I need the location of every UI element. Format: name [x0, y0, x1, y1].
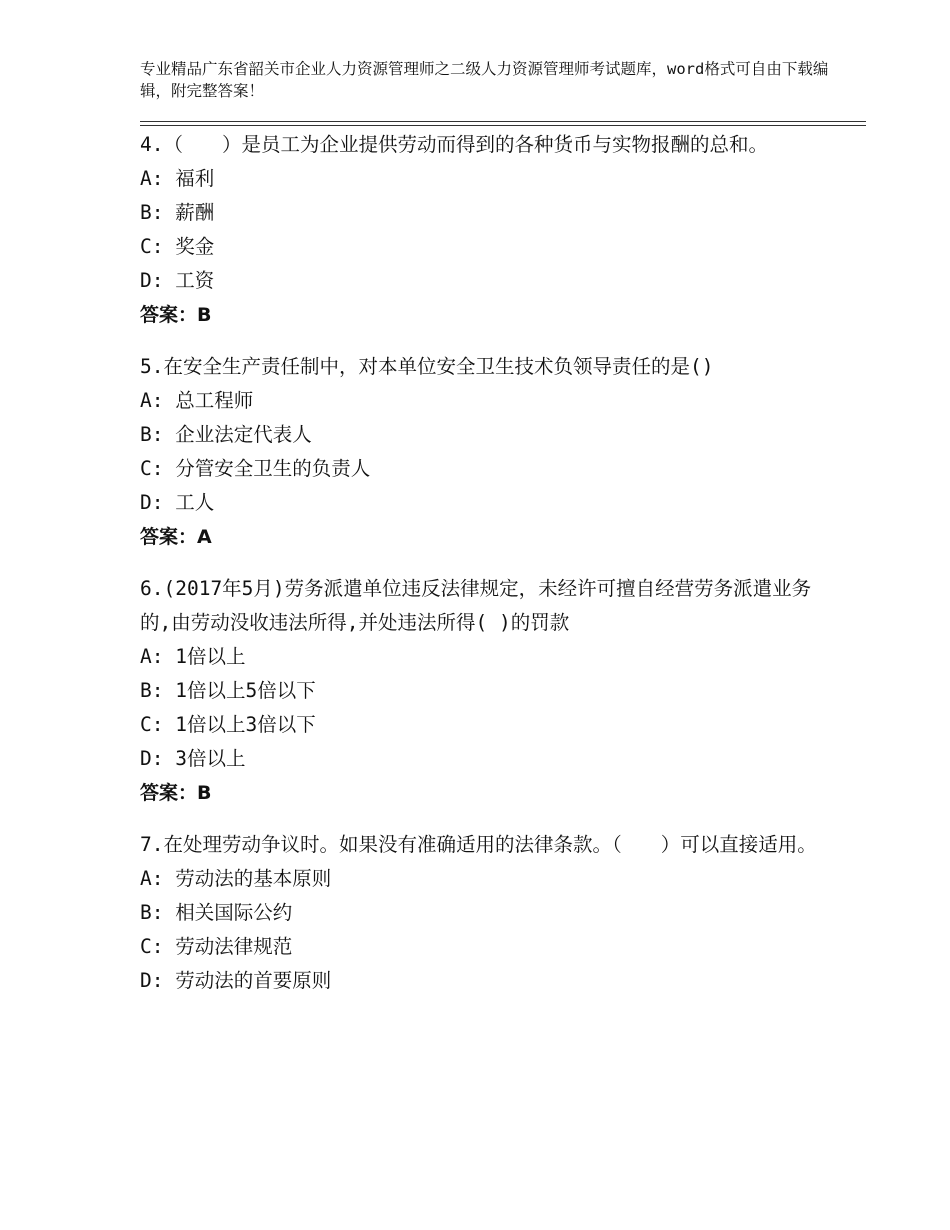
question-6: [140, 572, 820, 810]
option-d: D: 3倍以上: [140, 747, 246, 770]
question-stem: 4.（ ）是员工为企业提供劳动而得到的各种货币与实物报酬的总和。: [140, 133, 768, 156]
question-stem: 5.在安全生产责任制中，对本单位安全卫生技术负领导责任的是(): [140, 355, 714, 378]
option-b: B: 1倍以上5倍以下: [140, 679, 316, 702]
question-5: [140, 350, 820, 554]
question-4: [140, 128, 820, 332]
option-d: D: 工资: [140, 269, 215, 292]
option-d: D: 工人: [140, 491, 215, 514]
answer-line: 答案：B: [140, 304, 212, 326]
question-stem: 6.(2017年5月)劳务派遣单位违反法律规定，未经许可擅自经营劳务派遣业务的,由劳动没收违法所得,并处违法所得( )的罚款: [140, 577, 812, 634]
option-a: A: 福利: [140, 167, 215, 190]
question-stem: 7.在处理劳动争议时。如果没有准确适用的法律条款。（ ）可以直接适用。: [140, 833, 817, 856]
question-list: [140, 128, 820, 1016]
option-b: B: 相关国际公约: [140, 901, 293, 924]
option-c: C: 1倍以上3倍以下: [140, 713, 316, 736]
answer-line: 答案：B: [140, 782, 212, 804]
option-c: C: 奖金: [140, 235, 215, 258]
option-c: C: 劳动法律规范: [140, 935, 293, 958]
option-b: B: 薪酬: [140, 201, 215, 224]
option-b: B: 企业法定代表人: [140, 423, 312, 446]
option-a: A: 总工程师: [140, 389, 254, 412]
option-a: A: 1倍以上: [140, 645, 246, 668]
option-c: C: 分管安全卫生的负责人: [140, 457, 371, 480]
document-header: 专业精品广东省韶关市企业人力资源管理师之二级人力资源管理师考试题库，word格式可自由下载编辑，附完整答案！: [140, 60, 829, 100]
option-d: D: 劳动法的首要原则: [140, 969, 332, 992]
answer-line: 答案：A: [140, 526, 212, 548]
header-double-rule: [140, 121, 866, 126]
question-7: [140, 828, 820, 998]
option-a: A: 劳动法的基本原则: [140, 867, 332, 890]
